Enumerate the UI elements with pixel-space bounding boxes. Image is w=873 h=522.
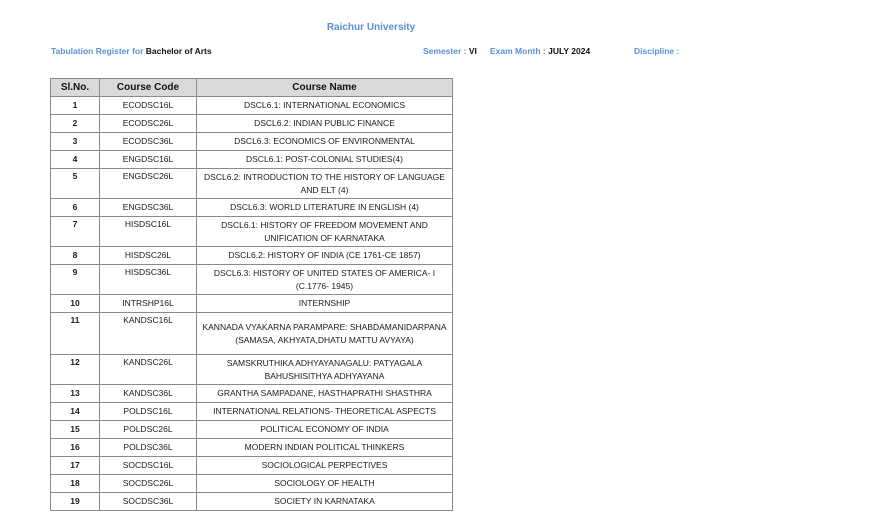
- row-course-code: HISDSC16L: [100, 217, 197, 247]
- row-course-code: ENGDSC36L: [100, 199, 197, 217]
- row-course-name: DSCL6.1: HISTORY OF FREEDOM MOVEMENT AND UNIFICATION OF KARNATAKA: [197, 217, 453, 247]
- row-course-name: SOCIOLOGICAL PERPECTIVES: [197, 457, 453, 475]
- university-title: Raichur University: [326, 22, 416, 33]
- row-course-code: HISDSC36L: [100, 265, 197, 295]
- row-slno: 8: [51, 247, 100, 265]
- row-slno: 2: [51, 115, 100, 133]
- row-course-name: DSCL6.2: INTRODUCTION TO THE HISTORY OF LANGUAGE AND ELT (4): [197, 169, 453, 199]
- row-course-name: KANNADA VYAKARNA PARAMPARE: SHABDAMANIDARPANA (SAMASA, AKHYATA,DHATU MATTU AVYAYA): [197, 313, 453, 355]
- table-header-row: [51, 79, 453, 97]
- semester-info: [423, 46, 477, 56]
- row-course-code: ECODSC16L: [100, 97, 197, 115]
- row-slno: 14: [51, 403, 100, 421]
- column-header-slno: Sl.No.: [51, 79, 100, 97]
- row-course-code: KANDSC16L: [100, 313, 197, 355]
- row-course-name: DSCL6.3: WORLD LITERATURE IN ENGLISH (4): [197, 199, 453, 217]
- row-course-name: DSCL6.2: HISTORY OF INDIA (CE 1761-CE 1857): [197, 247, 453, 265]
- table-row: [51, 115, 453, 133]
- table-row: [51, 265, 453, 295]
- table-row: [51, 421, 453, 439]
- row-slno: 19: [51, 493, 100, 511]
- row-course-code: KANDSC36L: [100, 385, 197, 403]
- course-table: [50, 78, 453, 511]
- row-slno: 5: [51, 169, 100, 199]
- register-label: Tabulation Register for: [51, 46, 144, 56]
- discipline-label: Discipline :: [634, 46, 680, 56]
- row-slno: 18: [51, 475, 100, 493]
- semester-value: VI: [468, 46, 477, 56]
- column-header-course-code: Course Code: [100, 79, 197, 97]
- table-row: [51, 403, 453, 421]
- row-course-code: HISDSC26L: [100, 247, 197, 265]
- row-course-code: POLDSC36L: [100, 439, 197, 457]
- semester-label: Semester :: [423, 46, 467, 56]
- row-slno: 11: [51, 313, 100, 355]
- row-slno: 17: [51, 457, 100, 475]
- row-course-name: SAMSKRUTHIKA ADHYAYANAGALU: PATYAGALA BAHUSHISITHYA ADHYAYANA: [197, 355, 453, 385]
- register-info: [51, 46, 212, 56]
- row-course-code: KANDSC26L: [100, 355, 197, 385]
- row-slno: 1: [51, 97, 100, 115]
- table-row: [51, 475, 453, 493]
- exam-month-info: [490, 46, 590, 56]
- table-row: [51, 355, 453, 385]
- table-row: [51, 199, 453, 217]
- row-course-code: SOCDSC26L: [100, 475, 197, 493]
- exam-month-label: Exam Month :: [490, 46, 546, 56]
- row-course-name: SOCIOLOGY OF HEALTH: [197, 475, 453, 493]
- row-course-name: DSCL6.2: INDIAN PUBLIC FINANCE: [197, 115, 453, 133]
- row-course-code: POLDSC16L: [100, 403, 197, 421]
- row-slno: 6: [51, 199, 100, 217]
- row-slno: 12: [51, 355, 100, 385]
- row-course-name: DSCL6.1: INTERNATIONAL ECONOMICS: [197, 97, 453, 115]
- row-slno: 16: [51, 439, 100, 457]
- row-slno: 4: [51, 151, 100, 169]
- exam-month-value: JULY 2024: [548, 46, 591, 56]
- table-row: [51, 385, 453, 403]
- row-course-code: ECODSC36L: [100, 133, 197, 151]
- row-course-name: DSCL6.3: HISTORY OF UNITED STATES OF AMERICA- I (C.1776- 1945): [197, 265, 453, 295]
- row-course-code: ENGDSC16L: [100, 151, 197, 169]
- table-row: [51, 97, 453, 115]
- table-row: [51, 313, 453, 355]
- row-course-name: MODERN INDIAN POLITICAL THINKERS: [197, 439, 453, 457]
- table-row: [51, 493, 453, 511]
- table-row: [51, 151, 453, 169]
- register-value: Bachelor of Arts: [145, 46, 212, 56]
- row-slno: 3: [51, 133, 100, 151]
- row-course-name: DSCL6.1: POST-COLONIAL STUDIES(4): [197, 151, 453, 169]
- table-row: [51, 439, 453, 457]
- row-course-name: DSCL6.3: ECONOMICS OF ENVIRONMENTAL: [197, 133, 453, 151]
- row-course-name: SOCIETY IN KARNATAKA: [197, 493, 453, 511]
- row-course-name: INTERNATIONAL RELATIONS- THEORETICAL ASPECTS: [197, 403, 453, 421]
- row-course-code: ENGDSC26L: [100, 169, 197, 199]
- row-course-code: INTRSHP16L: [100, 295, 197, 313]
- row-course-name: GRANTHA SAMPADANE, HASTHAPRATHI SHASTHRA: [197, 385, 453, 403]
- table-row: [51, 217, 453, 247]
- row-slno: 15: [51, 421, 100, 439]
- row-course-name: INTERNSHIP: [197, 295, 453, 313]
- row-course-code: SOCDSC16L: [100, 457, 197, 475]
- row-slno: 10: [51, 295, 100, 313]
- row-course-name: POLITICAL ECONOMY OF INDIA: [197, 421, 453, 439]
- row-course-code: ECODSC26L: [100, 115, 197, 133]
- column-header-course-name: Course Name: [197, 79, 453, 97]
- table-row: [51, 247, 453, 265]
- table-row: [51, 457, 453, 475]
- row-slno: 9: [51, 265, 100, 295]
- row-slno: 13: [51, 385, 100, 403]
- row-course-code: SOCDSC36L: [100, 493, 197, 511]
- row-course-code: POLDSC26L: [100, 421, 197, 439]
- table-row: [51, 169, 453, 199]
- table-row: [51, 295, 453, 313]
- table-row: [51, 133, 453, 151]
- row-slno: 7: [51, 217, 100, 247]
- discipline-info: [634, 46, 679, 56]
